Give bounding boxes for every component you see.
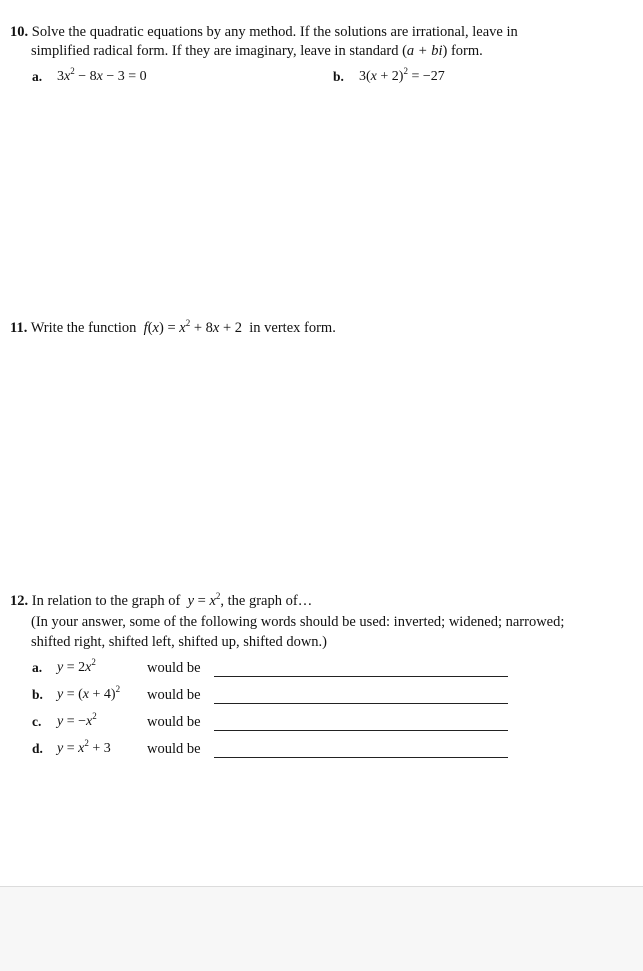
- question-12b-answer-blank[interactable]: [214, 703, 508, 704]
- question-12d-answer-blank[interactable]: [214, 757, 508, 758]
- question-12a-would-be: would be: [147, 660, 201, 676]
- question-12-text-end: , the graph of…: [220, 593, 313, 609]
- question-number: 12.: [10, 593, 29, 609]
- page-footer-area: [0, 886, 643, 971]
- question-11-text-end: in vertex form.: [249, 320, 336, 336]
- question-11-text: Write the function: [30, 320, 137, 336]
- question-10a-equation: $3x^2 - 8x - 3 = 0$: [57, 66, 147, 84]
- question-10a-label: a.: [32, 69, 43, 84]
- question-12a-function: $y = 2x^2$: [57, 657, 96, 675]
- question-10: [10, 22, 518, 42]
- question-12a-label: a.: [32, 660, 43, 675]
- question-12-note-line2: shifted right, shifted left, shifted up, shifted down.): [31, 634, 327, 650]
- question-10b-label: b.: [333, 69, 344, 84]
- question-12d-function: $y = x^2 + 3$: [57, 738, 111, 756]
- question-10b-equation: $3(x + 2)^2 = -27$: [359, 66, 445, 84]
- question-12-text: In relation to the graph of: [31, 593, 181, 609]
- question-number: 10.: [10, 24, 29, 40]
- question-12-base-function: $y = x^2$: [187, 591, 221, 609]
- question-12-note-line1: (In your answer, some of the following words should be used: inverted; widened; narrowed;: [31, 614, 565, 630]
- question-12: [10, 591, 312, 611]
- question-number: 11.: [10, 320, 28, 336]
- question-10-text-line1: Solve the quadratic equations by any method. If the solutions are irrational, leave in: [31, 24, 518, 40]
- question-12a-answer-blank[interactable]: [214, 676, 508, 677]
- question-11-function: $f(x) = x^2 + 8x + 2$: [143, 318, 246, 336]
- question-12c-label: c.: [32, 714, 42, 729]
- question-12c-would-be: would be: [147, 714, 201, 730]
- question-12b-function: $y = (x + 4)^2$: [57, 684, 121, 702]
- question-12d-label: d.: [32, 741, 43, 756]
- question-12c-answer-blank[interactable]: [214, 730, 508, 731]
- question-12b-would-be: would be: [147, 687, 201, 703]
- question-10-text-line2: simplified radical form. If they are imaginary, leave in standard (a + bi) form.: [31, 43, 483, 59]
- question-12d-would-be: would be: [147, 741, 201, 757]
- question-12b-label: b.: [32, 687, 43, 702]
- question-12c-function: $y = -x^2$: [57, 711, 97, 729]
- question-11: [10, 318, 336, 338]
